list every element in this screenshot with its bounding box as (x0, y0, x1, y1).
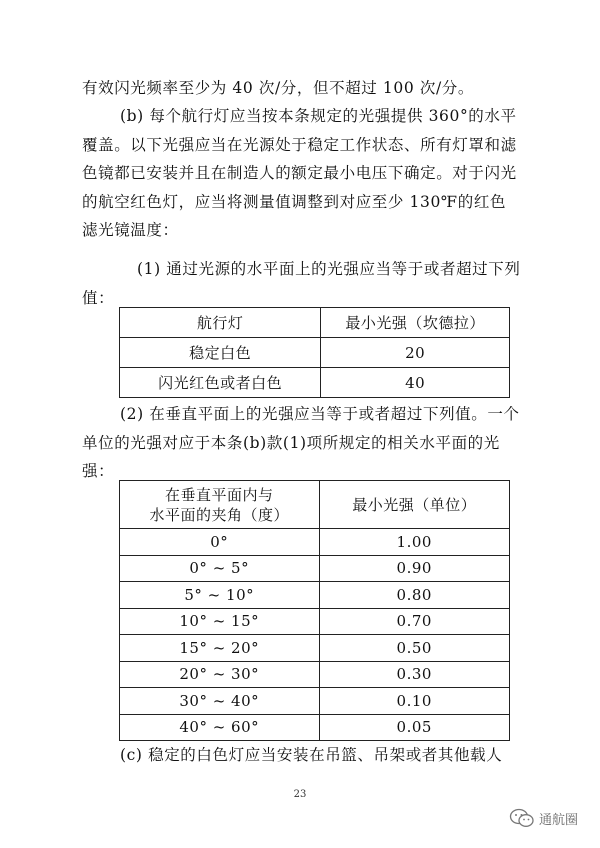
navigation-light-intensity-table (119, 307, 510, 398)
table-cell: 20 (321, 338, 510, 368)
table-cell: 40° ~ 60° (120, 714, 320, 741)
table-cell: 0.50 (319, 635, 510, 662)
table-row (120, 635, 510, 662)
watermark (509, 808, 578, 828)
table-cell: 0.05 (319, 714, 510, 741)
watermark-text: 通航圈 (538, 812, 578, 828)
paragraph-2: (b) 每个航行灯应当按本条规定的光强提供 360°的水平覆盖。以下光强应当在光源处于稳定工作状态、所有灯罩和滤色镜都已安装并且在制造人的额定最小电压下确定。对于闪光的航空红色灯，应当将测量值调整到对应至少 130℉的红色滤光镜温度： (82, 107, 517, 239)
paragraph-1: 有效闪光频率至少为 40 次/分，但不超过 100 次/分。 (82, 79, 474, 97)
table-row (120, 529, 510, 556)
header-cell-intensity: 最小光强（单位） (319, 481, 510, 529)
page-number: 23 (293, 789, 307, 800)
table-cell: 稳定白色 (120, 338, 321, 368)
wechat-icon (509, 808, 535, 828)
header-cell-angle (120, 481, 320, 529)
table-cell: 10° ~ 15° (120, 608, 320, 635)
table-header-row (120, 481, 510, 529)
table-header-row (120, 308, 510, 338)
table-cell: 30° ~ 40° (120, 688, 320, 715)
table-cell: 0° (120, 529, 320, 556)
table-cell: 0.80 (319, 582, 510, 609)
table-cell: 5° ~ 10° (120, 582, 320, 609)
table-row (120, 688, 510, 715)
table-cell: 0.30 (319, 661, 510, 688)
table-row (120, 338, 510, 368)
header-line: 在垂直平面内与 (164, 485, 274, 504)
table-cell: 0.70 (319, 608, 510, 635)
table-cell: 15° ~ 20° (120, 635, 320, 662)
table-cell: 0.10 (319, 688, 510, 715)
table-cell: 1.00 (319, 529, 510, 556)
table-row (120, 714, 510, 741)
table-row (120, 582, 510, 609)
header-cell: 最小光强（坎德拉） (321, 308, 510, 338)
table-row (120, 661, 510, 688)
table-row (120, 608, 510, 635)
header-line: 水平面的夹角（度） (149, 505, 289, 524)
table-cell: 闪光红色或者白色 (120, 368, 321, 398)
vertical-angle-intensity-table (119, 480, 510, 741)
table-cell: 0° ~ 5° (120, 555, 320, 582)
table-cell: 20° ~ 30° (120, 661, 320, 688)
paragraph-3: (1) 通过光源的水平面上的光强应当等于或者超过下列值： (82, 260, 521, 307)
paragraph-4: (2) 在垂直平面上的光强应当等于或者超过下列值。一个单位的光强对应于本条(b)款(1)项所规定的相关水平面的光强： (82, 405, 520, 480)
header-cell: 航行灯 (120, 308, 321, 338)
table-row (120, 555, 510, 582)
paragraph-5: (c) 稳定的白色灯应当安装在吊篮、吊架或者其他载人 (120, 746, 503, 764)
table-row (120, 368, 510, 398)
table-cell: 40 (321, 368, 510, 398)
table-cell: 0.90 (319, 555, 510, 582)
